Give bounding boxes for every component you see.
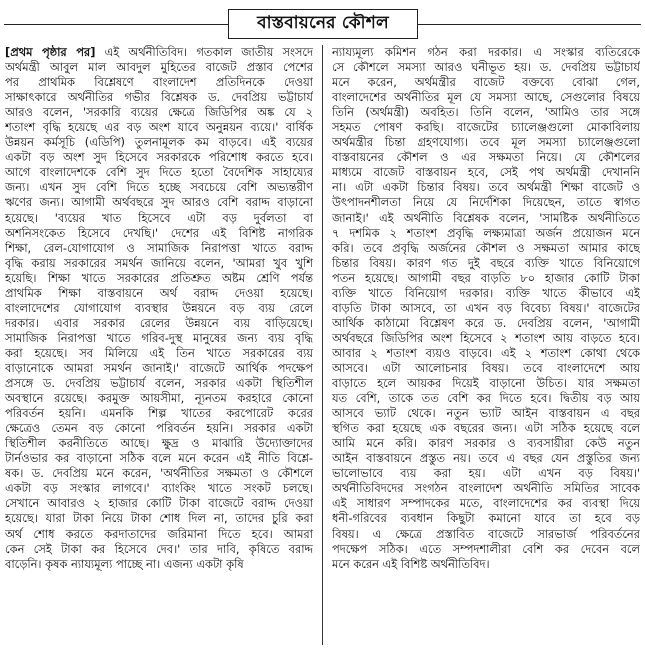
article-line: সহমত পোষণ করছি। বাজেটের চ্যালেঞ্জগুলো মোকাবিলায়: [332, 120, 640, 135]
article-line: প্রসঙ্গে ড. দেবপ্রিয় ভট্টাচার্য বলেন, সরকার একটা স্থিতিশীল: [5, 376, 313, 391]
article-line: আসবে। এটা আলোচনার বিষয়। তবে বাংলাদেশে আয়: [332, 360, 640, 375]
article-line: বাড়েনি। কৃষক ন্যায্যমূল্য পাচ্ছে না। এজন্য একটা কৃষি: [5, 556, 244, 571]
article-line: সে কৌশলে সমস্যা আরও ঘনীভূত হয়। ড. দেবপ্রিয় ভট্টাচার্য: [332, 60, 640, 75]
article-line: প্রাথমিক শিক্ষা বাস্তবায়নে অর্থ বরাদ্দ দেওয়া হয়েছে।: [5, 285, 313, 300]
article-line: জানাই।' এই অর্থনীতি বিশ্লেষক বলেন, 'সামষ্টিক অর্থনীতিতে: [332, 210, 640, 225]
article-line: সাক্ষাৎকারে অর্থনীতির গভীর বিশ্লেষক ড. দেবপ্রিয় ভট্টাচার্য: [5, 90, 313, 105]
article-line: [5, 45, 313, 60]
article-line: আগে বাংলাদেশকে বেশি সুদ দিতে হতো বৈদেশিক সাহায্যের: [5, 165, 313, 180]
article-line: মাধ্যমে বাজেট বাস্তবায়ন হবে, সেই পথ অর্থমন্ত্রী দেখাননি: [332, 165, 640, 180]
article-line: শতাংশ বৃদ্ধি হয়েছে এর বড় অংশ যাবে অনুন্নয়ন ব্যয়ে।' বার্ষিক: [5, 120, 313, 135]
right-column: [332, 45, 640, 649]
article-line: করি। তবে প্রবৃদ্ধি অর্জনের কৌশল ও সক্ষমতা আমার কাছে: [332, 240, 640, 255]
article-line: হয়েছে। যারা টাকা নিয়ে টাকা শোধ দিল না, তাদের চুরি করা: [5, 511, 313, 526]
article-line: বৃদ্ধি করায় সরকারের সমর্থন জানিয়ে বলেন, 'আমরা খুব খুশি: [5, 255, 313, 270]
article-line: উৎপাদনশীলতা নিয়ে যে নির্দেশিকা দিয়েছেন, তাতে স্বাগত: [332, 195, 640, 210]
article-line: বাড়ানোকে আমরা সমর্থন জানাই।' বাজেটে আর্থিক পদক্ষেপ: [5, 360, 313, 375]
article-line: চিন্তার বিষয়। কারণ গত দুই বছরে ব্যক্তি খাতে বিনিয়োগে: [332, 255, 640, 270]
article-line: কেন সেই টাকা কর হিসেবে দেব।' তার দাবি, কৃষিতে বরাদ্দ: [5, 541, 313, 556]
article-line: অর্থ শোধ করতে করদাতাদের জরিমানা দিতে হবে। আমরা: [5, 526, 313, 541]
article-line: করা হয়েছে। সব মিলিয়ে এই তিন খাতে সরকারের ব্যয়: [5, 345, 313, 360]
headline: বাস্তবায়নের কৌশল: [257, 13, 389, 33]
article-line: হয়েছি। শিক্ষা খাতে সরকারের প্রতিশ্রুত অষ্টম শ্রেণি পর্যন্ত: [5, 270, 313, 285]
article-line: টার্নওভার কর বাড়ানো সঠিক বলে মনে করেন এই নীতি বিশ্লে-: [5, 451, 313, 466]
article-line: ষক। ড. দেবপ্রিয় মনে করেন, 'অর্থনীতির সক্ষমতা ও কৌশলে: [5, 466, 313, 481]
article-line: অর্থবছরে জিডিপির অংশ হিসেবে ২ শতাংশ আয় বাড়তে হবে।: [332, 330, 640, 345]
article-line: ৭ দশমিক ২ শতাংশ প্রবৃদ্ধি লক্ষ্যমাত্রা অর্জন প্রয়োজন মনে: [332, 225, 640, 240]
article-line: আবার ২ শতাংশ ব্যয়ও বাড়বে। এই ২ শতাংশ কোথা থেকে: [332, 345, 640, 360]
article-line: আমি মনে করি। কারণ সরকার ও ব্যবসায়ীরা কেউ নতুন: [332, 436, 640, 451]
article-line: অর্থনীতিবিদদের সংগঠন বাংলাদেশ অর্থনীতি সমিতির সাবেক: [332, 481, 640, 496]
article-line: ব্যক্তি খাতে বিনিয়োগ দরকার। ব্যক্তি খাতে কীভাবে এই: [332, 285, 640, 300]
headline-rule-left: [4, 24, 228, 25]
article-line: তিনি (অর্থমন্ত্রী) অবহিত। তিনি বলেন, 'আমিও তার সঙ্গে: [332, 105, 640, 120]
article-line: সেখানে আবারও ২ হাজার কোটি টাকা বাজেটে বরাদ্দ দেওয়া: [5, 496, 313, 511]
article-line: বাংলাদেশের যোগাযোগ ব্যবস্থার উন্নয়নে বড় ব্যয় রেলে: [5, 300, 313, 315]
article-line: ক্ষেত্রেও তেমন বড় কোনো পরিবর্তন হয়নি। সরকার একটা: [5, 421, 313, 436]
article-line: একটা বড় অংশ সুদ হিসেবে সরকারকে পরিশোধ করতে হবে।: [5, 150, 313, 165]
article-line: ধনী-গরিবের ব্যবধান কিছুটা কমানো যাবে তা হবে বড়: [332, 511, 640, 526]
article-line: বাড়াতে হলে আয়কর দিয়েই বাড়ানো উচিত। যার সক্ষমতা: [332, 376, 640, 391]
article-line: পর প্রাথমিক বিশ্লেষণে বাংলাদেশ প্রতিদিনকে দেওয়া: [5, 75, 313, 90]
article-line: মনে করেন, অর্থমন্ত্রীর বাজেট বক্তব্যে বোঝা গেল,: [332, 75, 640, 90]
article-line: শিক্ষা, রেল-যোগাযোগ ও সামাজিক নিরাপত্তা খাতে বরাদ্দ: [5, 240, 313, 255]
article-line: যত বেশি, তাকে তত বেশি কর দিতে হবে। দ্বিতীয় বড় আয়: [332, 391, 640, 406]
article-line: দরকার। এবার সরকার রেলের উন্নয়নে ব্যয় বাড়িয়েছে।: [5, 315, 313, 330]
article-line: আইন বাস্তবায়নে প্রস্তুত নয়। তবে এ বছর যেন প্রস্তুতির জন্য: [332, 451, 640, 466]
headline-rule-right: [418, 24, 641, 25]
article-line: বাংলাদেশের অর্থনীতির মূল যে সমস্যা আছে, সেগুলোর বিষয়ে: [332, 90, 640, 105]
article-line-text: এই অর্থনীতিবিদ। গতকাল জাতীয় সংসদে: [95, 45, 313, 59]
continuation-lead: [প্রথম পৃষ্ঠার পর]: [5, 45, 96, 59]
article-line: বাড়তি টাকা আসবে, তা এখন বড় বিবেচ্য বিষয়।' বাজেটের: [332, 300, 640, 315]
article-line: ন্যায্যমূল্য কমিশন গঠন করা দরকার। এ সংস্কার ব্যতিরেকে: [332, 45, 640, 59]
article-line: স্থগিত করা হয়েছে এক বছরের জন্য। এটা সঠিক হয়েছে বলে: [332, 421, 640, 436]
article-line: অশনিসংকেত হিসেবে দেখছি।' দেশের এই বিশিষ্ট নাগরিক: [5, 225, 313, 240]
article-line: পতন হয়েছে। আগামী বছর বাড়তি ৮০ হাজার কোটি টাকা: [332, 270, 640, 285]
article-line: উন্নয়ন কর্মসূচি (এডিপি) তুলনামূলক কম বাড়বে। এই ব্যয়ের: [5, 135, 313, 150]
article-line: সামাজিক নিরাপত্তা খাতে গরিব-দুস্থ মানুষের জন্য ব্যয় বৃদ্ধি: [5, 330, 313, 345]
article-line: স্থিতিশীল করনীতিতে আছে। ক্ষুদ্র ও মাঝারি উদ্যোক্তাদের: [5, 436, 313, 451]
article-line: এই সাধারণ সম্পাদকের মতে, বাংলাদেশের কর ব্যবস্থা দিয়ে: [332, 496, 640, 511]
article-line: অর্থমন্ত্রী আবুল মাল আবদুল মুহিতের বাজেট প্রস্তাব পেশের: [5, 60, 313, 75]
article-line: মনে করেন এই বিশিষ্ট অর্থনীতিবিদ।: [332, 556, 490, 571]
article-line: অর্থমন্ত্রীর চিন্তা গ্রহণযোগ্য। তবে মূল সমস্যা চ্যালেঞ্জগুলো: [332, 135, 640, 150]
article-line: আরও বলেন, 'সরকারি ব্যয়ের ক্ষেত্রে জিডিপির অঙ্ক যে ২: [5, 105, 313, 120]
article-line: আসবে ভ্যাট থেকে। নতুন ভ্যাট আইন বাস্তবায়ন এ বছর: [332, 406, 640, 421]
article-line: পরিবর্তন হয়নি। এমনকি শিল্প খাতের করপোরেট করের: [5, 406, 313, 421]
article-line: পদক্ষেপ সঠিক। এতে সম্পদশালীরা বেশি কর দেবেন বলে: [332, 541, 640, 556]
article-line: ঋণের জন্য। আগামী অর্থবছরে সুদ আরও বেশি বরাদ্দ বাড়ানো: [5, 195, 313, 210]
article-line: অবস্থানে রয়েছে। করমুক্ত আয়সীমা, ন্যূনতম করহারে কোনো: [5, 391, 313, 406]
article-line: হয়েছে। 'ব্যয়ের খাত হিসেবে এটা বড় দুর্বলতা বা: [5, 210, 313, 225]
headline-box: [228, 9, 418, 39]
article-line: বিষয়। এ ক্ষেত্রে প্রস্তাবিত বাজেটে সারভার্জ পরিবর্তনের: [332, 526, 640, 541]
left-column: [5, 45, 313, 649]
column-divider: [322, 45, 323, 645]
article-line: জন্য। এখন সুদ বেশি দিতে হচ্ছে সবচেয়ে বেশি অভ্যন্তরীণ: [5, 180, 313, 195]
article-line: ভালোভাবে ব্যয় করা হয়। এটা এখন বড় বিষয়।': [332, 466, 640, 481]
article-line: বাস্তবায়নের কৌশল ও এর সক্ষমতা নিয়ে। যে কৌশলের: [332, 150, 640, 165]
article-line: একটা বড় সংস্কার লাগবে।' ব্যাংকিং খাতে সংকট চলছে।: [5, 481, 313, 496]
article-line: আর্থিক কাঠামো বিশ্লেষণ করে ড. দেবপ্রিয় বলেন, 'আগামী: [332, 315, 640, 330]
article-line: না। এটা একটা চিন্তার বিষয়। তবে অর্থমন্ত্রী শিক্ষা বাজেট ও: [332, 180, 640, 195]
